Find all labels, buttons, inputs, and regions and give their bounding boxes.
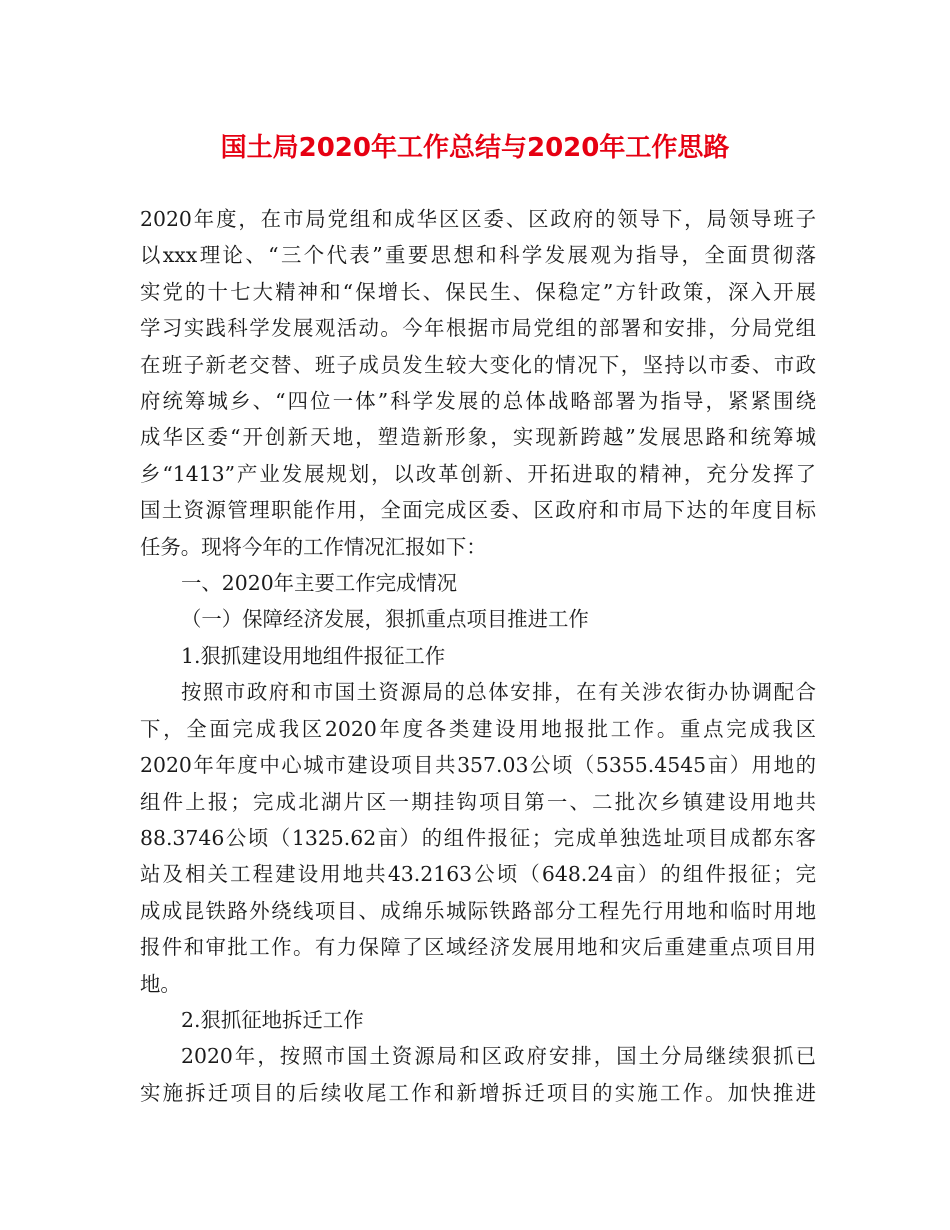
text-line: 站及相关工程建设用地共43.2163公顷（648.24亩）的组件报征；完	[140, 862, 816, 887]
text-line: 任务。现将今年的工作情况汇报如下：	[140, 534, 487, 559]
subsection-heading-text: （一）保障经济发展，狠抓重点项目推进工作	[181, 607, 589, 632]
text-line: 2020年度，在市局党组和成华区区委、区政府的领导下，局领导班子	[140, 207, 816, 231]
text-line: 实施拆迁项目的后续收尾工作和新增拆迁项目的实施工作。加快推进	[140, 1080, 816, 1105]
text-line: 以xxx理论、“三个代表”重要思想和科学发展观为指导，全面贯彻落	[140, 243, 816, 268]
document-title: 国土局2020年工作总结与2020年工作思路	[220, 133, 730, 163]
text-line: 下，全面完成我区2020年度各类建设用地报批工作。重点完成我区	[140, 716, 816, 741]
subsection-heading	[140, 601, 816, 637]
text-line: 88.3746公顷（1325.62亩）的组件报征；完成单独选址项目成都东客	[140, 825, 816, 850]
section-heading-text: 一、2020年主要工作完成情况	[181, 571, 458, 596]
text-line: 2020年年度中心城市建设项目共357.03公顷（5355.4545亩）用地的	[140, 753, 816, 778]
text-line: 按照市政府和市国土资源局的总体安排，在有关涉农街办协调配合	[181, 680, 816, 705]
body-paragraph	[140, 1038, 816, 1111]
body-paragraph	[140, 674, 816, 1002]
section-heading	[140, 565, 816, 601]
text-line: 2020年，按照市国土资源局和区政府安排，国土分局继续狠抓已	[181, 1044, 816, 1069]
text-line: 乡“1413”产业发展规划，以改革创新、开拓进取的精神，充分发挥了	[140, 461, 816, 486]
document-body	[140, 201, 816, 1111]
text-line: 实党的十七大精神和“保增长、保民生、保稳定”方针政策，深入开展	[140, 279, 816, 304]
text-line: 组件上报；完成北湖片区一期挂钩项目第一、二批次乡镇建设用地共	[140, 789, 816, 814]
text-line: 府统筹城乡、“四位一体”科学发展的总体战略部署为指导，紧紧围绕	[140, 389, 816, 414]
item-heading-text: 2.狠抓征地拆迁工作	[181, 1007, 364, 1032]
text-line: 学习实践科学发展观活动。今年根据市局党组的部署和安排，分局党组	[140, 316, 816, 341]
item-heading-text: 1.狠抓建设用地组件报征工作	[181, 643, 446, 668]
text-line: 地。	[140, 971, 181, 996]
item-heading	[140, 638, 816, 674]
item-heading	[140, 1002, 816, 1038]
text-line: 在班子新老交替、班子成员发生较大变化的情况下，坚持以市委、市政	[140, 352, 816, 377]
intro-paragraph	[140, 201, 816, 565]
text-line: 国土资源管理职能作用，全面完成区委、区政府和市局下达的年度目标	[140, 498, 816, 523]
text-line: 报件和审批工作。有力保障了区域经济发展用地和灾后重建重点项目用	[140, 935, 816, 960]
text-line: 成成昆铁路外绕线项目、成绵乐城际铁路部分工程先行用地和临时用地	[140, 898, 816, 923]
text-line: 成华区委“开创新天地，塑造新形象，实现新跨越”发展思路和统筹城	[140, 425, 816, 450]
